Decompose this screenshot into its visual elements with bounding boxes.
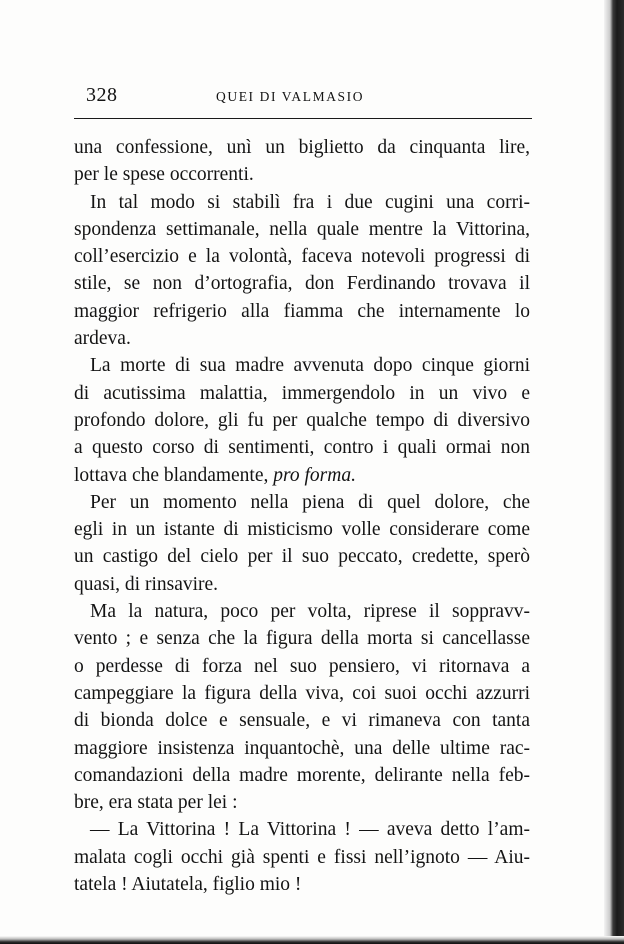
text-line: stile, se non d’ortografia, don Ferdinando trovava il xyxy=(74,273,530,295)
text-line: maggior refrigerio alla fiamma che internamente lo xyxy=(74,300,530,322)
text-line: spondenza settimanale, nella quale mentre la Vittorina, xyxy=(74,218,530,240)
text-line: La morte di sua madre avvenuta dopo cinque giorni xyxy=(90,355,530,377)
text-line: campeggiare la figura della viva, coi suoi occhi azzurri xyxy=(74,682,530,704)
paragraph xyxy=(74,189,530,353)
text-line: comandazioni della madre morente, delirante nella feb- xyxy=(74,764,530,786)
text-line: coll’esercizio e la volontà, faceva notevoli progressi di xyxy=(74,246,530,268)
text-line: di acutissima malattia, immergendolo in un vivo e xyxy=(74,382,530,404)
paragraph xyxy=(74,816,530,898)
text-line: o perdesse di forza nel suo pensiero, vi ritornava a xyxy=(74,655,530,677)
text-line: egli in un istante di misticismo volle considerare come xyxy=(74,519,530,541)
text-line: bre, era stata per lei : xyxy=(74,792,238,814)
text-line: per le spese occorrenti. xyxy=(74,164,254,186)
page-header xyxy=(74,84,530,106)
text-line xyxy=(74,462,530,489)
text-line: — La Vittorina ! La Vittorina ! — aveva detto l’am- xyxy=(90,819,530,841)
text-line: di bionda dolce e sensuale, e vi rimaneva con tanta xyxy=(74,710,530,732)
italic-phrase: pro forma. xyxy=(273,464,356,486)
text-line: profondo dolore, gli fu per qualche tempo di diversivo xyxy=(74,409,530,431)
text-line: malata cogli occhi già spenti e fissi nell’ignoto — Aiu- xyxy=(74,846,530,868)
scan-page-edge xyxy=(604,0,624,944)
text-line: una confessione, unì un biglietto da cinquanta lire, xyxy=(74,137,530,158)
text-line: vento ; e senza che la figura della morta si cancellasse xyxy=(74,628,530,650)
paragraph xyxy=(74,489,530,598)
text-line: un castigo del cielo per il suo peccato, credette, sperò xyxy=(74,546,530,568)
body-text xyxy=(74,134,530,898)
paragraph xyxy=(74,134,530,189)
header-rule xyxy=(74,118,532,119)
text-segment: lottava che blandamente, xyxy=(74,464,269,486)
paragraph xyxy=(74,598,530,816)
text-line: a questo corso di sentimenti, contro i quali ormai non xyxy=(74,437,530,459)
running-title: QUEI DI VALMASIO xyxy=(216,89,365,104)
text-line: maggiore insistenza inquantochè, una delle ultime rac- xyxy=(74,737,530,759)
text-line: tatela ! Aiutatela, figlio mio ! xyxy=(74,874,302,896)
text-line: In tal modo si stabilì fra i due cugini una corri- xyxy=(90,191,530,213)
paragraph xyxy=(74,352,530,488)
text-line: Ma la natura, poco per volta, riprese il soppravv- xyxy=(90,601,530,623)
scan-bottom-edge xyxy=(0,936,624,944)
text-line: ardeva. xyxy=(74,328,131,350)
text-line: Per un momento nella piena di quel dolore, che xyxy=(90,491,530,513)
text-line: quasi, di rinsavire. xyxy=(74,573,219,595)
page-number: 328 xyxy=(86,84,118,106)
